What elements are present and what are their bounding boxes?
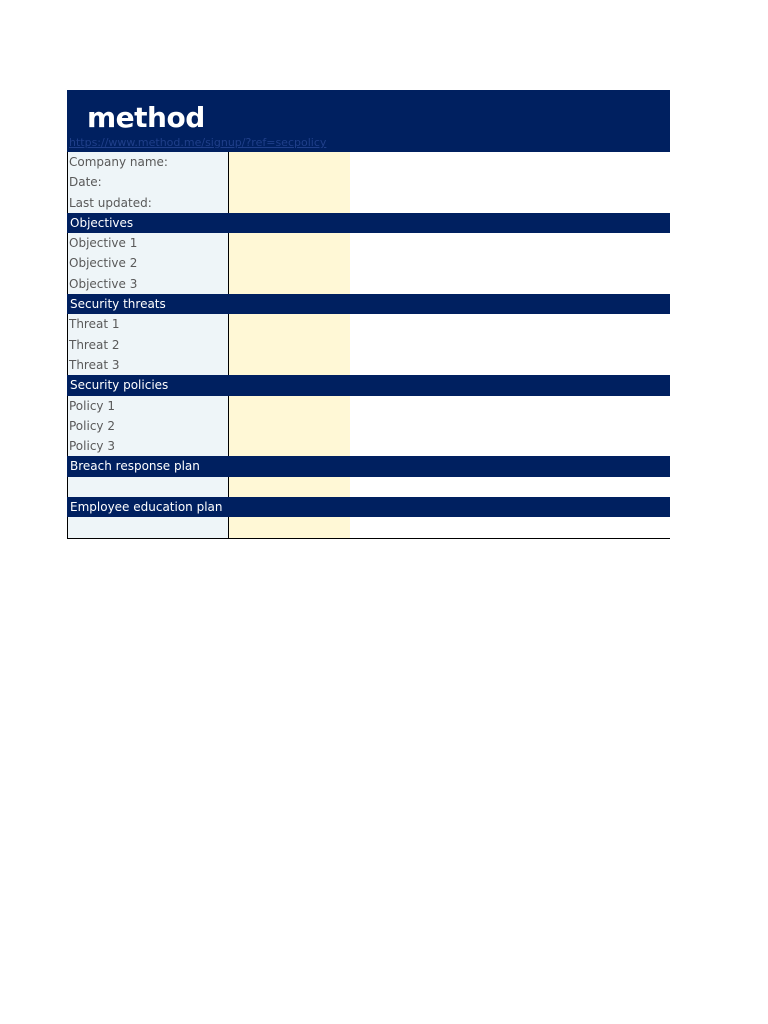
section-header <box>67 213 670 233</box>
field-row <box>67 477 670 497</box>
empty-cell[interactable] <box>350 314 670 334</box>
empty-cell[interactable] <box>350 233 670 253</box>
field-input-cell[interactable] <box>229 355 350 375</box>
field-row <box>67 436 670 456</box>
field-input-cell[interactable] <box>229 274 350 294</box>
spreadsheet <box>67 90 670 539</box>
field-label: Date: <box>67 172 229 192</box>
empty-cell[interactable] <box>350 335 670 355</box>
signup-link[interactable]: https://www.method.me/signup/?ref=secpolicy <box>69 136 327 149</box>
method-logo: method <box>87 101 205 134</box>
section-title: Objectives <box>67 213 670 233</box>
field-label: Threat 1 <box>67 314 229 334</box>
field-label: Policy 1 <box>67 396 229 416</box>
field-row <box>67 314 670 334</box>
field-input-cell[interactable] <box>229 193 350 213</box>
section-title: Security threats <box>67 294 670 314</box>
field-row <box>67 335 670 355</box>
field-row <box>67 416 670 436</box>
field-label: Policy 2 <box>67 416 229 436</box>
field-row <box>67 274 670 294</box>
empty-cell[interactable] <box>350 193 670 213</box>
empty-cell[interactable] <box>350 274 670 294</box>
field-row <box>67 233 670 253</box>
field-input-cell[interactable] <box>229 152 350 172</box>
field-input-cell[interactable] <box>229 314 350 334</box>
section-header <box>67 497 670 517</box>
empty-cell[interactable] <box>350 416 670 436</box>
field-label: Objective 1 <box>67 233 229 253</box>
field-row <box>67 152 670 172</box>
section-title: Employee education plan <box>67 497 670 517</box>
section-title: Breach response plan <box>67 456 670 476</box>
field-row <box>67 193 670 213</box>
field-input-cell[interactable] <box>229 335 350 355</box>
field-label: Threat 3 <box>67 355 229 375</box>
empty-cell[interactable] <box>350 436 670 456</box>
field-label: Objective 3 <box>67 274 229 294</box>
field-label <box>67 477 229 497</box>
field-input-cell[interactable] <box>229 517 350 537</box>
field-row <box>67 396 670 416</box>
field-input-cell[interactable] <box>229 416 350 436</box>
field-label: Objective 2 <box>67 253 229 273</box>
field-label: Policy 3 <box>67 436 229 456</box>
field-input-cell[interactable] <box>229 477 350 497</box>
empty-cell[interactable] <box>350 253 670 273</box>
section-title: Security policies <box>67 375 670 395</box>
form-grid <box>67 152 670 539</box>
field-input-cell[interactable] <box>229 172 350 192</box>
empty-cell[interactable] <box>350 355 670 375</box>
section-header <box>67 294 670 314</box>
empty-cell[interactable] <box>350 396 670 416</box>
field-label <box>67 517 229 537</box>
field-row <box>67 517 670 537</box>
field-input-cell[interactable] <box>229 396 350 416</box>
empty-cell[interactable] <box>350 477 670 497</box>
header-banner <box>67 90 670 152</box>
field-label: Last updated: <box>67 193 229 213</box>
section-header <box>67 375 670 395</box>
field-input-cell[interactable] <box>229 436 350 456</box>
empty-cell[interactable] <box>350 152 670 172</box>
field-row <box>67 355 670 375</box>
field-row <box>67 172 670 192</box>
field-input-cell[interactable] <box>229 253 350 273</box>
field-label: Company name: <box>67 152 229 172</box>
section-header <box>67 456 670 476</box>
empty-cell[interactable] <box>350 172 670 192</box>
field-label: Threat 2 <box>67 335 229 355</box>
field-row <box>67 253 670 273</box>
empty-cell[interactable] <box>350 517 670 537</box>
field-input-cell[interactable] <box>229 233 350 253</box>
